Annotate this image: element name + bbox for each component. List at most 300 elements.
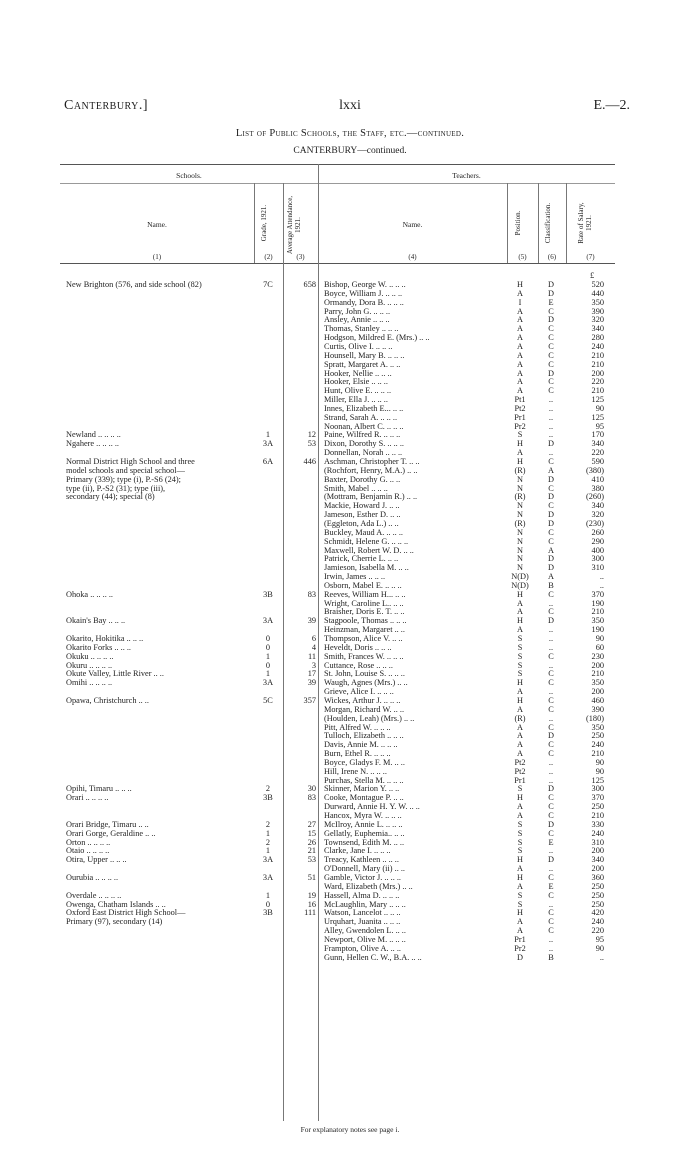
- salary-value: (230): [586, 518, 604, 528]
- teacher-name: Townsend, Edith M. .. ..: [324, 837, 405, 847]
- position-value: S: [517, 828, 523, 838]
- salary-value: 320: [591, 315, 604, 325]
- school-name: Oxford East District High School—: [66, 908, 186, 918]
- position-value: A: [517, 288, 523, 298]
- teacher-name: Paine, Wilfred R. .. .. ..: [324, 430, 401, 440]
- attendance-value: 446: [303, 457, 316, 466]
- position-value: S: [517, 899, 523, 909]
- salary-value: 200: [591, 368, 604, 378]
- position-value: N: [517, 510, 523, 520]
- table-title: List of Public Schools, the Staff, etc.—continued.: [235, 128, 465, 139]
- classification-value: D: [548, 368, 554, 378]
- grade-value: 3B: [263, 793, 273, 803]
- classification-value: D: [548, 554, 554, 564]
- teacher-name: (Mottram, Benjamin R.) .. ..: [324, 492, 418, 502]
- teacher-name: Jamieson, Isabella M. .. ..: [324, 563, 409, 573]
- salary-value: 320: [591, 510, 604, 520]
- grade-value: 6A: [262, 457, 274, 466]
- classification-value: C: [548, 890, 554, 900]
- teacher-name: Ansley, Annie .. .. ..: [324, 315, 390, 325]
- classification-value: ..: [548, 757, 554, 767]
- teacher-name: Smith, Mabel .. .. ..: [324, 483, 388, 493]
- salary-value: 390: [591, 704, 604, 714]
- school-name: secondary (44); special (8): [66, 492, 155, 502]
- salary-value: 190: [591, 625, 604, 635]
- school-name: type (ii), P.-S2 (31); type (iii),: [66, 483, 166, 493]
- salary-value: 400: [591, 545, 604, 555]
- salary-value: 125: [591, 775, 604, 785]
- group-head-teachers: Teachers.: [452, 171, 481, 180]
- teacher-name: Innes, Elizabeth E... .. ..: [324, 403, 404, 413]
- school-name: Okute Valley, Little River .. ..: [66, 669, 164, 679]
- classification-value: C: [548, 324, 554, 334]
- teacher-name: Cooke, Montague P. .. ..: [324, 793, 404, 803]
- salary-value: 350: [591, 722, 604, 732]
- salary-value: ..: [599, 952, 604, 962]
- attendance-value: 39: [307, 678, 316, 688]
- teacher-name: Jameson, Esther D. .. ..: [324, 510, 401, 520]
- teacher-name: Hunt, Olive E. .. .. ..: [324, 386, 392, 396]
- teacher-name: Boyce, William J. .. .. ..: [324, 288, 403, 298]
- grade-value: 5C: [263, 695, 273, 705]
- position-value: Pr2: [514, 421, 526, 431]
- salary-value: 460: [591, 695, 604, 705]
- grade-value: 0: [265, 634, 271, 643]
- teacher-name: Reeves, William H... .. ..: [324, 589, 406, 599]
- position-value: A: [517, 917, 523, 927]
- teacher-name: Heinzman, Margaret .. ..: [324, 625, 405, 635]
- salary-value: 250: [591, 731, 604, 741]
- school-name: Otira, Upper .. .. ..: [66, 855, 127, 865]
- attendance-value: 3: [311, 660, 316, 670]
- position-value: H: [517, 695, 523, 705]
- teacher-name: Urquhart, Juanita .. .. ..: [324, 917, 401, 927]
- grade-value: 7C: [263, 280, 273, 289]
- teacher-name: McLaughlin, Mary .. .. ..: [324, 899, 406, 909]
- school-name: Okarito Forks .. .. ..: [66, 642, 131, 652]
- classification-value: C: [548, 359, 554, 369]
- footnote: For explanatory notes see page i.: [300, 1125, 400, 1134]
- position-value: Pr1: [514, 934, 526, 944]
- classification-value: E: [548, 837, 554, 847]
- salary-value: 200: [591, 864, 604, 874]
- teacher-name: Donnellan, Norah .. .. ..: [324, 448, 403, 458]
- position-value: H: [517, 280, 523, 289]
- teacher-name: Braisher, Doris E. T. .. ..: [324, 607, 405, 617]
- classification-value: C: [548, 695, 554, 705]
- school-name: model schools and special school—: [66, 465, 185, 475]
- position-value: N: [517, 474, 523, 484]
- salary-value: 280: [591, 333, 604, 343]
- classification-value: A: [548, 465, 554, 475]
- school-name: Orari .. .. .. ..: [66, 793, 109, 803]
- teacher-name: Bishop, George W. .. .. ..: [324, 280, 406, 289]
- attendance-value: 12: [307, 430, 316, 440]
- grade-value: 2: [265, 784, 271, 794]
- position-value: S: [517, 837, 523, 847]
- position-value: H: [517, 872, 523, 882]
- school-name: Ohoka .. .. .. ..: [66, 589, 114, 599]
- school-name: Owenga, Chatham Islands .. ..: [66, 899, 166, 909]
- position-value: A: [517, 811, 523, 820]
- teacher-name: Hooker, Nellie .. .. ..: [324, 368, 392, 378]
- teacher-name: Alley, Gwendolen L. .. ..: [324, 926, 406, 936]
- salary-value: 210: [591, 811, 604, 820]
- salary-value: 330: [591, 819, 604, 829]
- school-name: Overdale .. .. .. ..: [66, 890, 122, 900]
- teacher-name: McIlroy, Annie L. .. .. ..: [324, 819, 403, 829]
- attendance-value: 27: [307, 819, 316, 829]
- classification-value: A: [548, 572, 554, 582]
- teacher-name: Schmidt, Helene G. .. .. ..: [324, 536, 409, 546]
- position-value: Pt1: [514, 395, 526, 405]
- school-name: Orari Gorge, Geraldine .. ..: [66, 828, 156, 838]
- position-value: Pr1: [514, 775, 526, 785]
- classification-value: C: [548, 749, 554, 759]
- teacher-name: Skinner, Marion Y. .. ..: [324, 784, 400, 794]
- classification-value: ..: [548, 634, 554, 643]
- teacher-name: Noonan, Albert C. .. .. ..: [324, 421, 404, 431]
- col-number-4: (4): [408, 253, 417, 261]
- classification-value: C: [548, 333, 554, 343]
- position-value: H: [517, 678, 523, 688]
- teacher-name: Hooker, Elsie .. .. ..: [324, 377, 388, 387]
- salary-value: 220: [591, 377, 604, 387]
- school-name: Okuru .. .. .. ..: [66, 660, 113, 670]
- salary-value: 210: [591, 749, 604, 759]
- position-value: A: [517, 368, 523, 378]
- teacher-name: Baxter, Dorothy G. .. ..: [324, 474, 401, 484]
- salary-value: 350: [591, 297, 604, 307]
- position-value: Pt2: [514, 403, 526, 413]
- position-value: (R): [514, 518, 526, 528]
- school-name: Orton .. .. .. ..: [66, 837, 111, 847]
- classification-value: B: [548, 580, 554, 590]
- position-value: A: [517, 448, 523, 458]
- classification-value: D: [548, 315, 554, 325]
- attendance-value: 53: [307, 855, 316, 865]
- position-value: I: [518, 297, 522, 307]
- salary-value: (180): [586, 713, 604, 723]
- position-value: S: [517, 634, 523, 643]
- teacher-name: Patrick, Cherrie L. .. ..: [324, 554, 399, 564]
- salary-value: 340: [591, 324, 604, 334]
- position-value: N(D): [511, 572, 529, 582]
- teacher-name: Mackie, Howard J. .. ..: [324, 501, 400, 511]
- classification-value: D: [548, 510, 554, 520]
- classification-value: ..: [548, 766, 554, 776]
- classification-value: C: [548, 457, 554, 466]
- page-number: lxxi: [339, 98, 361, 113]
- position-value: A: [517, 377, 523, 387]
- classification-value: ..: [548, 943, 554, 953]
- salary-value: 250: [591, 881, 604, 891]
- grade-value: 1: [265, 651, 271, 661]
- classification-value: C: [548, 669, 554, 679]
- teacher-name: Parry, John G. .. .. ..: [324, 306, 391, 316]
- position-value: H: [517, 908, 523, 918]
- grade-value: 3A: [262, 439, 274, 449]
- classification-value: ..: [548, 430, 554, 440]
- position-value: A: [517, 359, 523, 369]
- teacher-name: Hodgson, Mildred E. (Mrs.) .. ..: [324, 333, 430, 343]
- position-value: A: [517, 740, 523, 750]
- classification-value: ..: [548, 687, 554, 697]
- attendance-value: 15: [307, 828, 316, 838]
- group-head-schools: Schools.: [176, 171, 202, 180]
- position-value: H: [517, 589, 523, 599]
- attendance-value: 111: [304, 908, 316, 918]
- school-name: Ourubia .. .. .. ..: [66, 872, 119, 882]
- classification-value: D: [548, 731, 554, 741]
- classification-value: B: [548, 952, 554, 962]
- position-value: A: [517, 350, 523, 360]
- classification-value: D: [548, 288, 554, 298]
- teacher-name: Treacy, Kathleen .. .. ..: [324, 855, 399, 865]
- teacher-name: Frampton, Olive A. .. ..: [324, 943, 401, 953]
- col-head-school-name: Name.: [147, 220, 167, 229]
- attendance-value: 16: [307, 899, 316, 909]
- position-value: (R): [514, 713, 526, 723]
- col-head-salary: Rate of Salary, 1921.: [577, 202, 593, 244]
- salary-value: 200: [591, 660, 604, 670]
- classification-value: C: [548, 483, 554, 493]
- salary-value: 590: [591, 457, 604, 466]
- teacher-name: Miller, Ella J. .. .. ..: [324, 395, 388, 405]
- salary-value: 350: [591, 616, 604, 626]
- salary-value: 90: [595, 403, 604, 413]
- position-value: A: [517, 625, 523, 635]
- salary-value: 95: [595, 934, 604, 944]
- grade-value: 2: [265, 819, 271, 829]
- position-value: A: [517, 881, 523, 891]
- teacher-name: Wickes, Arthur J. .. .. ..: [324, 695, 401, 705]
- position-value: A: [517, 315, 523, 325]
- teacher-name: Curtis, Olive I. .. .. ..: [324, 341, 393, 351]
- classification-value: ..: [548, 395, 554, 405]
- position-value: N: [517, 483, 523, 493]
- teacher-name: Davis, Annie M. .. .. ..: [324, 740, 398, 750]
- school-name: Opawa, Christchurch .. ..: [66, 695, 149, 705]
- position-value: A: [517, 802, 523, 812]
- attendance-value: 4: [311, 642, 316, 652]
- salary-value: 310: [591, 563, 604, 573]
- teacher-name: Pitt, Alfred W. .. .. ..: [324, 722, 391, 732]
- salary-value: 230: [591, 651, 604, 661]
- classification-value: C: [548, 341, 554, 351]
- salary-value: 200: [591, 687, 604, 697]
- classification-value: C: [548, 350, 554, 360]
- grade-value: 3B: [263, 908, 273, 918]
- classification-value: ..: [548, 598, 554, 608]
- grade-value: 2: [265, 837, 271, 847]
- teacher-name: Gellatly, Euphemia.. .. ..: [324, 828, 405, 838]
- salary-value: 90: [595, 634, 604, 643]
- salary-value: 95: [595, 421, 604, 431]
- school-name: Newland .. .. .. ..: [66, 430, 121, 440]
- classification-value: D: [548, 474, 554, 484]
- classification-value: D: [548, 492, 554, 502]
- salary-value: 420: [591, 908, 604, 918]
- grade-value: 3A: [262, 855, 274, 865]
- teacher-name: Heveldt, Doris .. .. ..: [324, 642, 392, 652]
- school-name: Okuku .. .. .. ..: [66, 651, 114, 661]
- classification-value: C: [548, 802, 554, 812]
- salary-value: 440: [591, 288, 604, 298]
- grade-value: 1: [265, 846, 271, 856]
- classification-value: D: [548, 280, 554, 289]
- classification-value: D: [548, 616, 554, 626]
- teacher-name: Morgan, Richard W. .. ..: [324, 704, 405, 714]
- salary-value: 125: [591, 412, 604, 422]
- classification-value: D: [548, 518, 554, 528]
- teacher-name: Newport, Olive M. .. .. ..: [324, 934, 406, 944]
- position-value: S: [517, 784, 523, 794]
- classification-value: C: [548, 501, 554, 511]
- school-name: Okarito, Hokitika .. .. ..: [66, 634, 144, 643]
- grade-value: 3A: [262, 616, 274, 626]
- classification-value: C: [548, 651, 554, 661]
- teacher-name: (Eggleton, Ada L.) .. ..: [324, 518, 399, 528]
- position-value: A: [517, 598, 523, 608]
- salary-value: ..: [599, 580, 604, 590]
- classification-value: ..: [548, 864, 554, 874]
- position-value: D: [517, 952, 523, 962]
- salary-value: 300: [591, 784, 604, 794]
- grade-value: 0: [265, 660, 271, 670]
- classification-value: C: [548, 793, 554, 803]
- col-head-classification: Classification.: [544, 202, 552, 244]
- teacher-name: Wright, Caroline L.. .. ..: [324, 598, 404, 608]
- teacher-name: Aschman, Christopher T. .. ..: [324, 457, 420, 466]
- classification-value: ..: [548, 421, 554, 431]
- attendance-value: 658: [303, 280, 316, 289]
- col-number-1: (1): [152, 253, 162, 261]
- salary-value: 170: [591, 430, 604, 440]
- salary-value: 90: [595, 766, 604, 776]
- salary-value: 370: [591, 793, 604, 803]
- grade-value: 0: [265, 642, 271, 652]
- position-value: A: [517, 306, 523, 316]
- school-name: Normal District High School and three: [66, 457, 195, 466]
- teacher-name: Clarke, Jane I. .. .. ..: [324, 846, 391, 856]
- position-value: S: [517, 669, 523, 679]
- classification-value: A: [548, 545, 554, 555]
- attendance-value: 39: [307, 616, 316, 626]
- salary-value: (260): [586, 492, 604, 502]
- teacher-name: Thompson, Alice V. .. ..: [324, 634, 403, 643]
- position-value: A: [517, 386, 523, 396]
- position-value: H: [517, 616, 523, 626]
- salary-value: 370: [591, 589, 604, 599]
- grade-value: 3A: [262, 678, 274, 688]
- salary-value: 350: [591, 678, 604, 688]
- position-value: (R): [514, 492, 526, 502]
- position-value: A: [517, 341, 523, 351]
- col-head-position: Position.: [514, 210, 522, 236]
- classification-value: ..: [548, 660, 554, 670]
- position-value: N: [517, 545, 523, 555]
- salary-value: 240: [591, 828, 604, 838]
- col-number-6: (6): [547, 253, 557, 261]
- col-number-3: (3): [296, 253, 305, 261]
- salary-value: 90: [595, 943, 604, 953]
- teacher-name: Stagpoole, Thomas .. .. ..: [324, 616, 407, 626]
- attendance-value: 26: [307, 837, 316, 847]
- classification-value: C: [548, 386, 554, 396]
- teacher-name: Hill, Irene N. .. .. ..: [324, 766, 387, 776]
- school-name: New Brighton (576, and side school (82): [66, 280, 202, 289]
- teacher-name: Strand, Sarah A. .. .. ..: [324, 412, 398, 422]
- grade-value: 3A: [262, 872, 274, 882]
- attendance-value: 53: [307, 439, 316, 449]
- classification-value: C: [548, 811, 554, 820]
- classification-value: ..: [548, 642, 554, 652]
- classification-value: D: [548, 563, 554, 573]
- attendance-value: 21: [307, 846, 316, 856]
- classification-value: C: [548, 306, 554, 316]
- salary-value: 210: [591, 350, 604, 360]
- teacher-name: Ormandy, Dora B. .. .. ..: [324, 297, 404, 307]
- col-head-teacher-name: Name.: [402, 220, 423, 229]
- classification-value: C: [548, 828, 554, 838]
- classification-value: D: [548, 855, 554, 865]
- teacher-name: Dixon, Dorothy S. .. .. ..: [324, 439, 404, 449]
- position-value: N: [517, 554, 523, 564]
- classification-value: C: [548, 527, 554, 537]
- teacher-name: (Rochfort, Henry, M.A.) .. ..: [324, 465, 418, 475]
- salary-value: 250: [591, 899, 604, 909]
- classification-value: ..: [548, 899, 554, 909]
- salary-value: 240: [591, 740, 604, 750]
- position-value: Pr2: [514, 943, 526, 953]
- teacher-name: Gamble, Victor J. .. .. ..: [324, 872, 402, 882]
- position-value: A: [517, 704, 523, 714]
- grade-value: 1: [265, 430, 271, 440]
- school-name: Opihi, Timaru .. .. ..: [66, 784, 132, 794]
- position-value: S: [517, 430, 523, 440]
- teacher-name: St. John, Louise S. .. .. ..: [324, 669, 405, 679]
- teacher-name: Hassell, Alma D. .. .. ..: [324, 890, 400, 900]
- salary-value: 410: [591, 474, 604, 484]
- position-value: N(D): [511, 580, 529, 590]
- position-value: Pr1: [514, 412, 526, 422]
- school-name: Orari Bridge, Timaru .. ..: [66, 819, 149, 829]
- currency-symbol: £: [590, 270, 595, 280]
- position-value: S: [517, 651, 523, 661]
- school-name: Ngahere .. .. .. ..: [66, 439, 119, 449]
- running-head-right: E.—2.: [593, 98, 630, 113]
- salary-value: 220: [591, 926, 604, 936]
- salary-value: 340: [591, 439, 604, 449]
- salary-value: 240: [591, 341, 604, 351]
- col-head-attendance: Average Attendance, 1921.: [286, 195, 302, 255]
- attendance-value: 83: [307, 589, 316, 599]
- classification-value: C: [548, 740, 554, 750]
- grade-value: 0: [265, 899, 271, 909]
- salary-value: 300: [591, 554, 604, 564]
- col-number-2: (2): [264, 253, 273, 261]
- classification-value: C: [548, 917, 554, 927]
- teacher-name: Durward, Annie H. Y. W. .. ..: [324, 802, 420, 812]
- teacher-name: Buckley, Maud A. .. .. ..: [324, 527, 403, 537]
- salary-value: 340: [591, 501, 604, 511]
- attendance-value: 30: [307, 784, 316, 794]
- school-name: Omihi .. .. .. ..: [66, 678, 113, 688]
- classification-value: C: [548, 722, 554, 732]
- teacher-name: Watson, Lancelot .. .. ..: [324, 908, 401, 918]
- teacher-name: Grieve, Alice I. .. .. ..: [324, 687, 394, 697]
